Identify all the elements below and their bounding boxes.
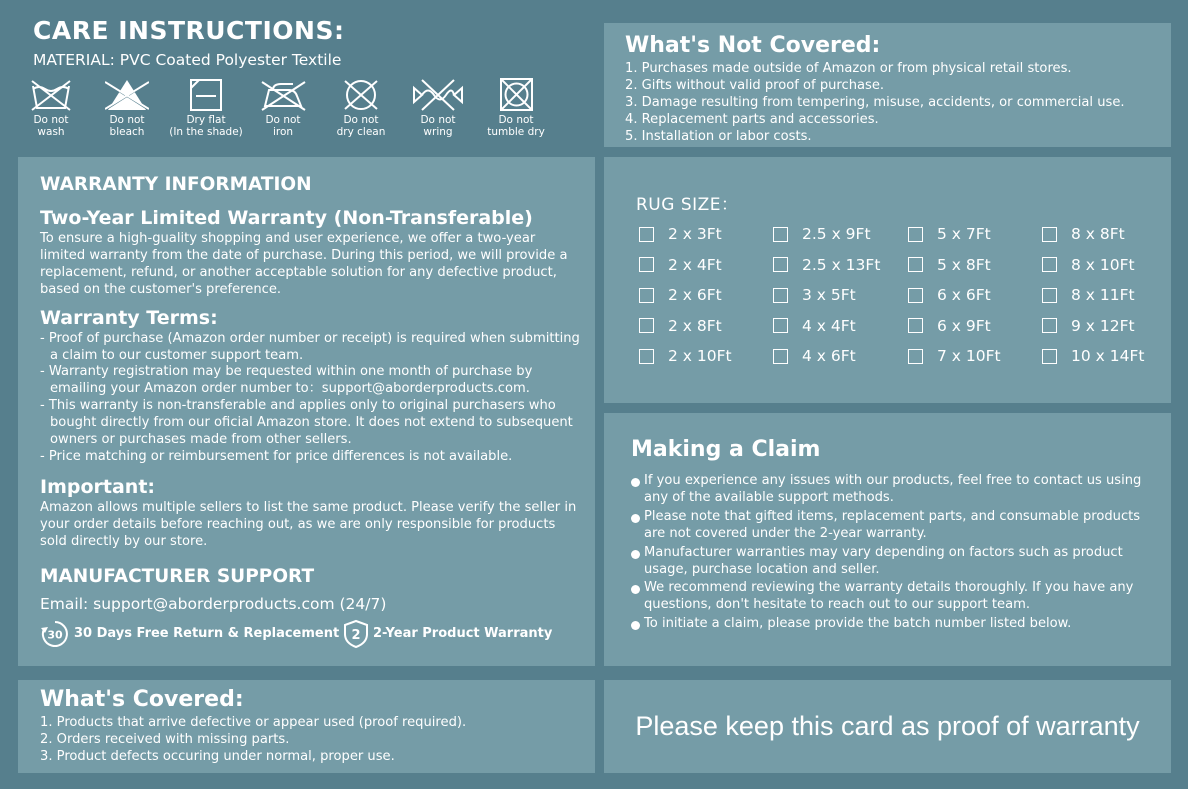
checkbox[interactable]: [1042, 257, 1057, 272]
checkbox[interactable]: [639, 349, 654, 364]
checkbox[interactable]: [908, 257, 923, 272]
care-item-bleach: Do not bleach: [87, 78, 167, 138]
rug-size-option[interactable]: [639, 315, 722, 337]
warranty-subtitle: Two-Year Limited Warranty (Non-Transferable): [40, 207, 533, 229]
do-not-wring-icon: [410, 78, 466, 112]
do-not-iron-icon: [259, 78, 307, 112]
dry-flat-icon: [184, 78, 228, 112]
checkbox[interactable]: [639, 227, 654, 242]
rug-size-label: 8 x 10Ft: [1071, 255, 1135, 274]
not-covered-title: What's Not Covered:: [625, 33, 881, 58]
bullet-icon: [631, 585, 640, 594]
important-text: Amazon allows multiple sellers to list the same product. Please verify the seller in your order details before reaching out, as we are only responsible for products sold directly by our store.: [40, 499, 577, 549]
rug-size-option[interactable]: [1042, 315, 1135, 337]
checkbox[interactable]: [1042, 318, 1057, 333]
rug-size-label: 8 x 8Ft: [1071, 225, 1125, 243]
rug-size-option[interactable]: [908, 345, 1001, 367]
checkbox[interactable]: [773, 288, 788, 303]
covered-title: What's Covered:: [40, 687, 244, 712]
rug-size-option[interactable]: [773, 284, 856, 306]
rug-size-option[interactable]: [908, 223, 991, 245]
bullet-icon: [631, 550, 640, 559]
care-material: MATERIAL: PVC Coated Polyester Textile: [33, 51, 342, 69]
checkbox[interactable]: [639, 318, 654, 333]
rug-size-option[interactable]: [1042, 345, 1144, 367]
checkbox[interactable]: [773, 257, 788, 272]
rug-size-label: 2.5 x 9Ft: [802, 225, 871, 243]
warranty-intro: To ensure a high-guality shopping and user experience, we offer a two-year limited warranty from the date of purchase. During this period, we will provide a replacement, refund, or another acceptable solution for any defective product, based on the customer's preference.: [40, 231, 568, 297]
warranty-terms-title: Warranty Terms:: [40, 306, 218, 329]
list-item: 2. Gifts without valid proof of purchase.: [625, 77, 885, 93]
warranty-terms-list: [40, 331, 585, 466]
bullet-icon: [631, 621, 640, 630]
list-item: 4. Replacement parts and accessories.: [625, 111, 879, 127]
warranty-badge: [343, 619, 552, 649]
rug-size-label: 7 x 10Ft: [937, 347, 1001, 365]
rug-size-label: 2 x 3Ft: [668, 225, 722, 243]
care-icon-row: [33, 78, 593, 148]
rug-size-label: 2 x 8Ft: [668, 316, 722, 335]
svg-text:2: 2: [351, 627, 361, 643]
rug-size-label: 2 x 6Ft: [668, 286, 722, 304]
support-email: Email: support@aborderproducts.com (24/7): [40, 594, 387, 613]
bullet-icon: [631, 478, 640, 487]
rug-size-label: 2.5 x 13Ft: [802, 255, 881, 274]
checkbox[interactable]: [1042, 227, 1057, 242]
care-instructions: [33, 14, 593, 144]
rug-size-option[interactable]: [908, 315, 991, 337]
list-item: 2. Orders received with missing parts.: [40, 731, 290, 747]
rug-size-label: 5 x 8Ft: [937, 255, 991, 274]
care-item-dry-clean: Do not dry clean: [321, 78, 401, 138]
covered-list: [40, 715, 595, 766]
not-covered-panel: [604, 23, 1171, 147]
list-item: 5. Installation or labor costs.: [625, 128, 812, 144]
list-item: 3. Damage resulting from tempering, misuse, accidents, or commercial use.: [625, 94, 1125, 110]
bullet-icon: [631, 514, 640, 523]
list-item: - Price matching or reimbursement for price differences is not available.: [40, 448, 513, 464]
list-item: - This warranty is non-transferable and applies only to original purchasers who bought directly from our oficial Amazon store. It does not extend to subsequent owners or purchases made from other sellers.: [40, 398, 573, 448]
claim-title: Making a Claim: [631, 437, 821, 462]
list-item: If you experience any issues with our products, feel free to contact us using any of the available support methods.: [631, 473, 1156, 507]
checkbox[interactable]: [908, 288, 923, 303]
warranty-badge-label: 2-Year Product Warranty: [373, 626, 553, 642]
rug-size-option[interactable]: [908, 284, 991, 306]
rug-size-option[interactable]: [773, 223, 871, 245]
rug-size-option[interactable]: [773, 315, 856, 337]
checkbox[interactable]: [908, 318, 923, 333]
support-title: MANUFACTURER SUPPORT: [40, 565, 315, 587]
svg-text:30: 30: [47, 628, 63, 642]
care-item-iron: Do not iron: [243, 78, 323, 138]
not-covered-list: [625, 61, 1171, 146]
list-item: 1. Purchases made outside of Amazon or from physical retail stores.: [625, 61, 1072, 76]
care-item-wring: Do not wring: [398, 78, 478, 138]
rug-size-option[interactable]: [1042, 254, 1135, 276]
checkbox[interactable]: [773, 318, 788, 333]
list-item: - Warranty registration may be requested within one month of purchase by emailing your Amazon order number to：support@aborderproducts.com.: [40, 364, 533, 397]
do-not-tumble-dry-icon: [494, 78, 538, 112]
rug-size-option[interactable]: [639, 284, 722, 306]
rug-size-label: 6 x 6Ft: [937, 286, 991, 304]
rug-size-option[interactable]: [639, 254, 722, 276]
keep-card-text: Please keep this card as proof of warranty: [635, 711, 1140, 741]
do-not-wash-icon: [29, 78, 73, 112]
badge-row: [40, 619, 595, 653]
rug-size-label: 3 x 5Ft: [802, 286, 856, 304]
rug-size-label: 6 x 9Ft: [937, 316, 991, 335]
rug-size-option[interactable]: [908, 254, 991, 276]
rug-size-label: 5 x 7Ft: [937, 225, 991, 243]
rug-size-label: 4 x 4Ft: [802, 316, 856, 335]
care-title: CARE INSTRUCTIONS:: [33, 16, 345, 45]
care-item-wash: Do not wash: [11, 78, 91, 138]
covered-panel: [18, 680, 595, 773]
rug-size-option[interactable]: [639, 223, 722, 245]
shield-icon: [343, 619, 369, 649]
checkbox[interactable]: [1042, 288, 1057, 303]
checkbox[interactable]: [639, 288, 654, 303]
rug-size-label: 9 x 12Ft: [1071, 316, 1135, 335]
rug-size-option[interactable]: [773, 345, 856, 367]
rug-size-option[interactable]: [1042, 223, 1125, 245]
list-item: We recommend reviewing the warranty details thoroughly. If you have any questions, don't hesitate to reach out to our support team.: [631, 580, 1156, 614]
rug-size-option[interactable]: [773, 254, 880, 276]
checkbox[interactable]: [1042, 349, 1057, 364]
rug-size-title: RUG SIZE：: [636, 195, 739, 215]
checkbox[interactable]: [773, 349, 788, 364]
list-item: To initiate a claim, please provide the batch number listed below.: [631, 616, 1156, 633]
return-cycle-icon: [40, 619, 70, 649]
list-item: - Proof of purchase (Amazon order number or receipt) is required when submitting a claim to our customer support team.: [40, 330, 580, 363]
return-badge: [40, 619, 339, 649]
rug-size-option[interactable]: [1042, 284, 1135, 306]
do-not-bleach-icon: [105, 78, 149, 112]
list-item: 1. Products that arrive defective or appear used (proof required).: [40, 715, 467, 730]
rug-size-label: 2 x 10Ft: [668, 347, 732, 365]
rug-size-label: 2 x 4Ft: [668, 255, 722, 274]
list-item: Manufacturer warranties may vary depending on factors such as product usage, purchase location and seller.: [631, 545, 1156, 579]
warranty-section-title: WARRANTY INFORMATION: [40, 174, 312, 195]
important-title: Important:: [40, 475, 156, 498]
do-not-dry-clean-icon: [339, 78, 383, 112]
rug-size-panel: [604, 157, 1171, 403]
rug-size-label: 8 x 11Ft: [1071, 286, 1135, 304]
checkbox[interactable]: [773, 227, 788, 242]
checkbox[interactable]: [908, 227, 923, 242]
keep-card-panel: [604, 680, 1171, 773]
rug-size-label: 10 x 14Ft: [1071, 347, 1145, 365]
checkbox[interactable]: [908, 349, 923, 364]
making-claim-panel: [604, 413, 1171, 666]
list-item: 3. Product defects occuring under normal, proper use.: [40, 748, 395, 764]
return-badge-label: 30 Days Free Return & Replacement: [74, 626, 340, 642]
care-item-tumble-dry: Do not tumble dry: [476, 78, 556, 138]
rug-size-option[interactable]: [639, 345, 732, 367]
list-item: Please note that gifted items, replacement parts, and consumable products are not covered under the 2-year warranty.: [631, 509, 1156, 543]
rug-size-label: 4 x 6Ft: [802, 347, 856, 365]
warranty-panel: [18, 157, 595, 666]
care-item-dry-flat: Dry flat (In the shade): [166, 78, 246, 138]
checkbox[interactable]: [639, 257, 654, 272]
